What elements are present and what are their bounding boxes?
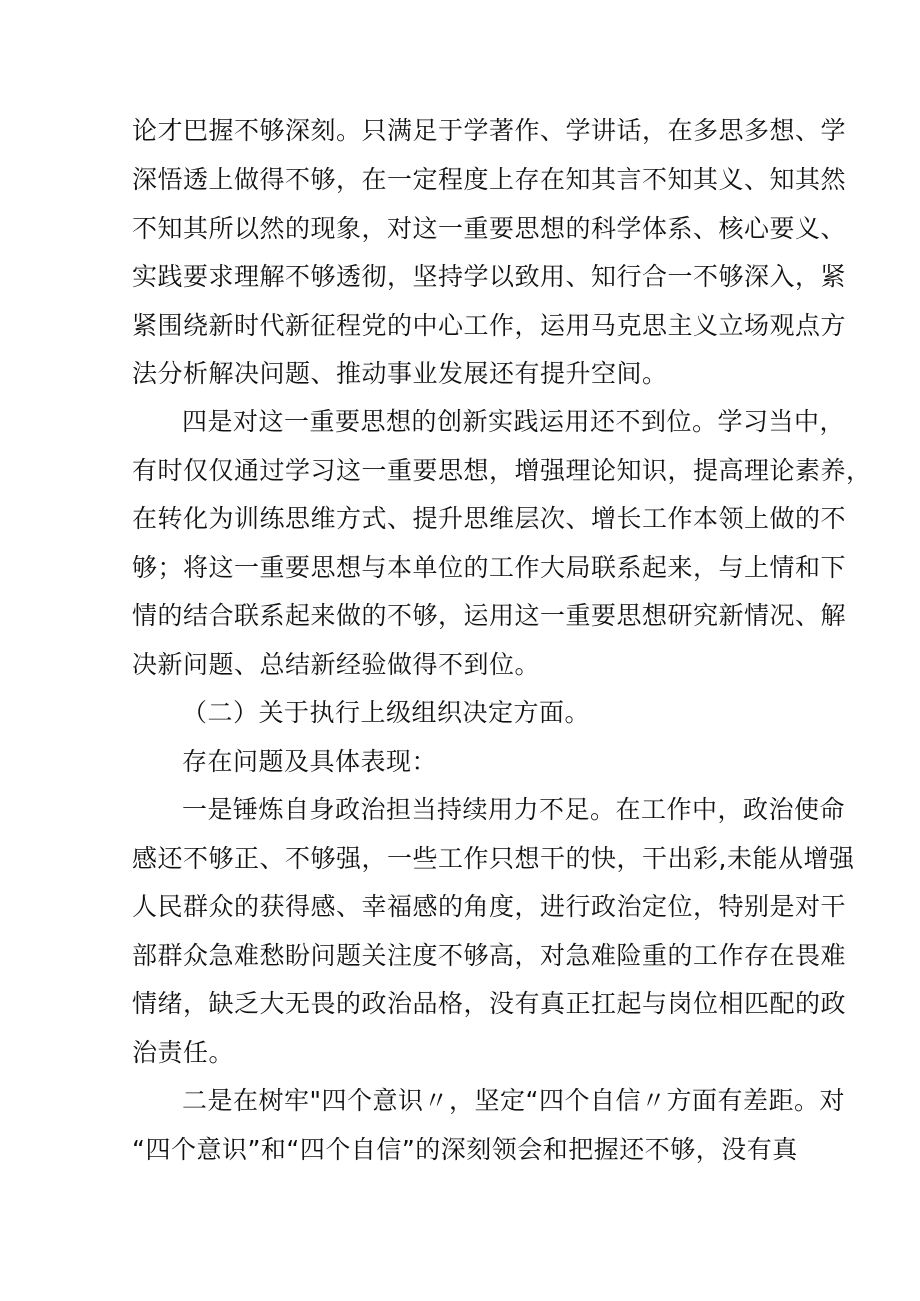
text-line: 在转化为训练思维方式、提升思维层次、增长工作本领上做的不 xyxy=(132,504,847,533)
text-line: 人民群众的获得感、幸福感的角度，进行政治定位，特别是对干 xyxy=(132,892,847,921)
text-line: 情绪，缺乏大无畏的政治品格，没有真正扛起与岗位相匹配的政 xyxy=(132,989,847,1018)
text-line: 深悟透上做得不够，在一定程度上存在知其言不知其义、知其然 xyxy=(132,165,847,194)
text-line: 紧围绕新时代新征程党的中心工作，运用马克思主义立场观点方 xyxy=(132,311,847,340)
subheading: 存在问题及具体表现： xyxy=(182,747,438,776)
paragraph-start-line: 一是锤炼自身政治担当持续用力不足。在工作中，政治使命 xyxy=(182,795,846,824)
paragraph-start-line: 四是对这一重要思想的创新实践运用还不到位。学习当中， xyxy=(182,407,846,436)
text-line: 决新问题、总结新经验做得不到位。 xyxy=(132,650,541,679)
text-line: 部群众急难愁盼问题关注度不够高，对急难险重的工作存在畏难 xyxy=(132,941,847,970)
text-line: 不知其所以然的现象，对这一重要思想的科学体系、核心要义、 xyxy=(132,214,847,243)
text-line: 论才巴握不够深刻。只满足于学著作、学讲话，在多思多想、学 xyxy=(132,116,847,145)
text-line: 治责任。 xyxy=(132,1038,235,1067)
text-line: 够；将这一重要思想与本单位的工作大局联系起来，与上情和下 xyxy=(132,553,847,582)
text-line: 法分析解决问题、推动事业发展还有提升空间。 xyxy=(132,359,668,388)
text-line: 有时仅仅通过学习这一重要思想，增强理论知识，提高理论素养， xyxy=(132,456,872,485)
paragraph-start-line: 二是在树牢"四个意识〃，坚定“四个自信〃方面有差距。对 xyxy=(182,1086,845,1115)
text-line: “四个意识”和“四个自信”的深刻领会和把握还不够，没有真 xyxy=(132,1135,798,1164)
text-line: 感还不够正、不够强，一些工作只想干的快，干出彩,未能从增强 xyxy=(132,844,855,873)
text-line: 实践要求理解不够透彻，坚持学以致用、知行合一不够深入，紧 xyxy=(132,262,847,291)
section-heading: （二）关于执行上级组织决定方面。 xyxy=(182,698,591,727)
text-line: 情的结合联系起来做的不够，运用这一重要思想研究新情况、解 xyxy=(132,601,847,630)
